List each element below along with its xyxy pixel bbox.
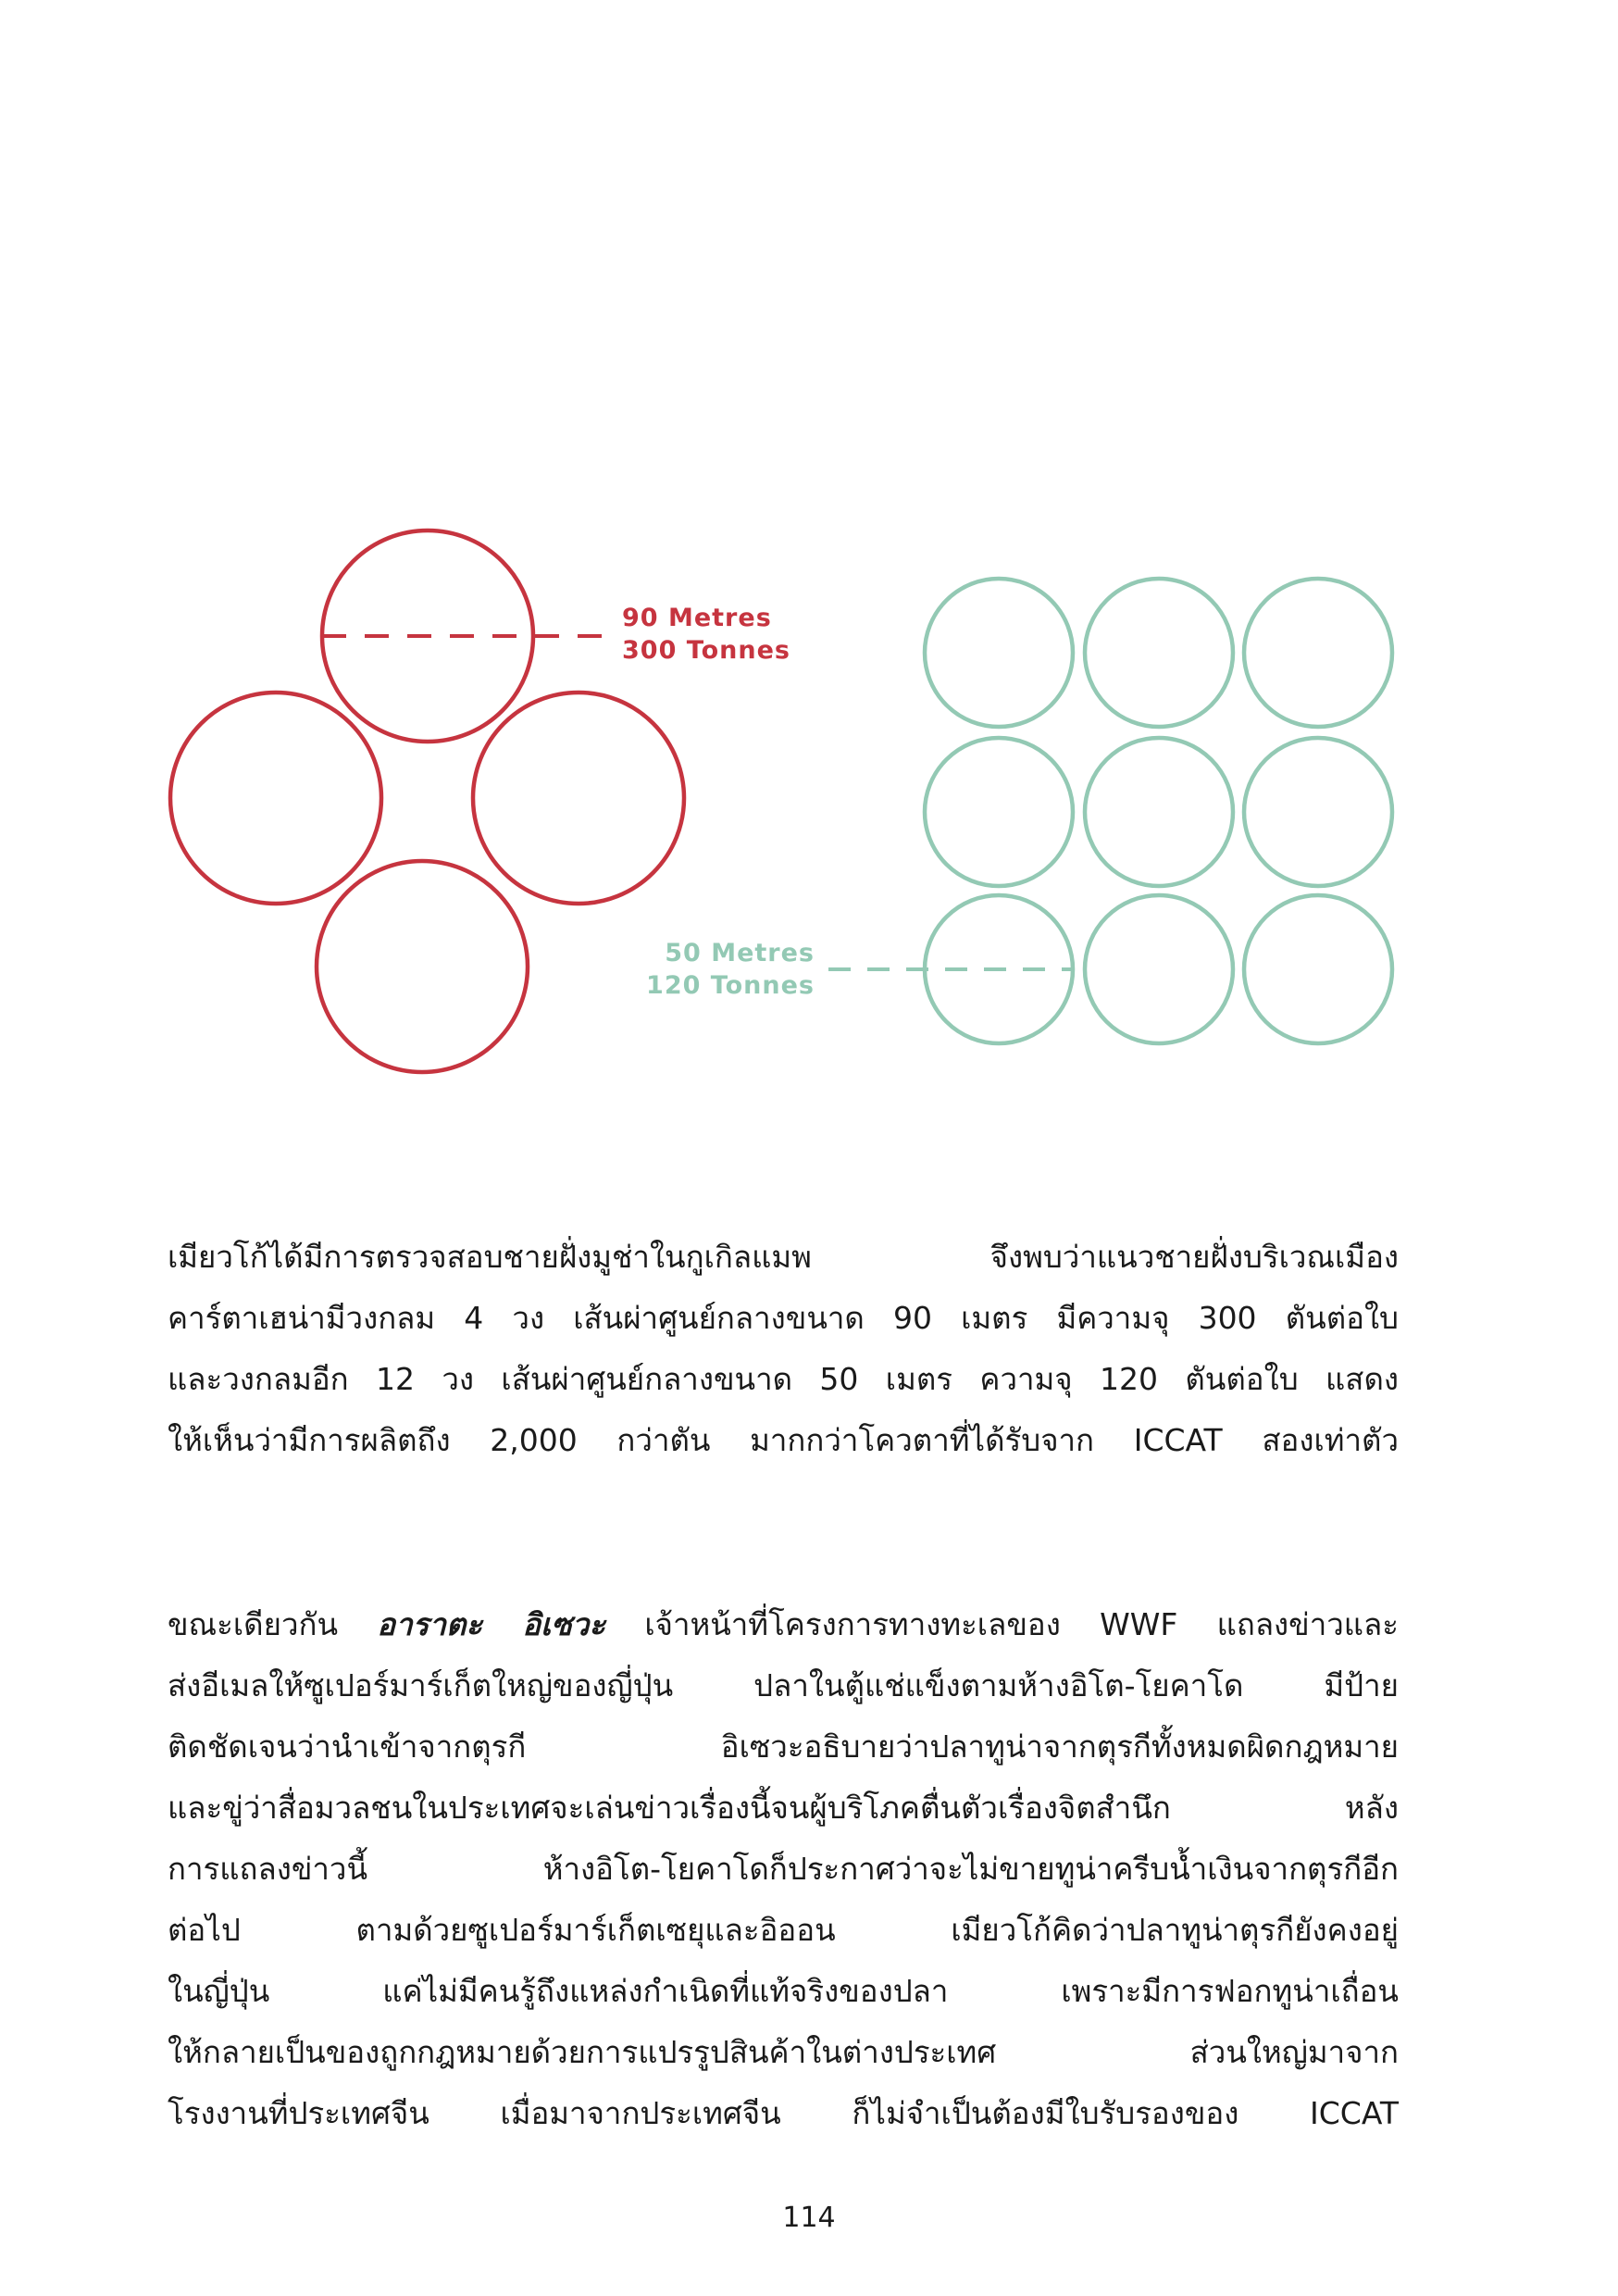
text-line [168,1594,1399,1655]
large-cage-bottom [317,861,528,1072]
large-capacity-label: 300 Tonnes [622,636,790,665]
small-cage [1244,895,1392,1043]
text-line: การแถลงข่าวนี้ ห้างอิโต-โยคาโดก็ประกาศว่าจะไม่ขายทูน่าครีบน้ำเงินจากตุรกีอีก [168,1851,1399,1887]
text-fragment: เจ้าหน้าที่โครงการทางทะเลของ WWF แถลงข่าวและ [605,1606,1399,1642]
small-cage [1085,579,1233,727]
text-line: ให้เห็นว่ามีการผลิตถึง 2,000 กว่าตัน มากกว่าโควตาที่ได้รับจาก ICCAT สองเท่าตัว [168,1422,1399,1458]
page-number: 114 [782,2202,836,2234]
text-line: โรงงานที่ประเทศจีน เมื่อมาจากประเทศจีน ก็ไม่จำเป็นต้องมีใบรับรองของ ICCAT [168,2095,1399,2131]
small-size-label: 50 Metres [665,939,815,967]
small-cages-group [925,579,1392,1043]
small-cage [1244,738,1392,886]
small-cage [1244,579,1392,727]
text-line: ต่อไป ตามด้วยซูเปอร์มาร์เก็ตเซยุและอิออน เมียวโก้คิดว่าปลาทูน่าตุรกียังคงอยู่ [168,1912,1399,1948]
large-size-label: 90 Metres [622,604,772,632]
paragraph-cage-analysis [168,1227,1399,1471]
text-line: ส่งอีเมลให้ซูเปอร์มาร์เก็ตใหญ่ของญี่ปุ่น ปลาในตู้แช่แข็งตามห้างอิโต-โยคาโด มีป้าย [168,1667,1399,1703]
paragraph-wwf-statement [168,1594,1399,2144]
large-cage-left [170,693,381,904]
text-line: เมียวโก้ได้มีการตรวจสอบชายฝั่งมูช่าในกูเกิลแมพ จึงพบว่าแนวชายฝั่งบริเวณเมือง [168,1239,1399,1275]
large-cage-right [473,693,684,904]
text-line: ติดชัดเจนว่านำเข้าจากตุรกี อิเซวะอธิบายว่าปลาทูน่าจากตุรกีทั้งหมดผิดกฎหมาย [168,1728,1399,1765]
large-cages-group [170,530,684,1072]
text-line: และวงกลมอีก 12 วง เส้นผ่าศูนย์กลางขนาด 50 เมตร ความจุ 120 ตันต่อใบ แสดง [168,1361,1399,1397]
text-line: คาร์ตาเฮน่ามีวงกลม 4 วง เส้นผ่าศูนย์กลางขนาด 90 เมตร มีความจุ 300 ตันต่อใบ [168,1300,1399,1336]
text-line: ในญี่ปุ่น แค่ไม่มีคนรู้ถึงแหล่งกำเนิดที่แท้จริงของปลา เพราะมีการฟอกทูน่าเถื่อน [168,1973,1399,2009]
text-line: และขู่ว่าสื่อมวลชนในประเทศจะเล่นข่าวเรื่องนี้จนผู้บริโภคตื่นตัวเรื่องจิตสำนึก หลัง [168,1790,1399,1826]
small-cage [1085,738,1233,886]
small-cage [925,579,1073,727]
text-fragment: ขณะเดียวกัน [168,1606,378,1642]
text-line: ให้กลายเป็นของถูกกฎหมายด้วยการแปรรูปสินค้าในต่างประเทศ ส่วนใหญ่มาจาก [168,2034,1399,2070]
small-capacity-label: 120 Tonnes [646,971,815,1000]
small-cage [1085,895,1233,1043]
person-name: อาราตะ อิเซวะ [377,1606,606,1642]
small-cage [925,738,1073,886]
